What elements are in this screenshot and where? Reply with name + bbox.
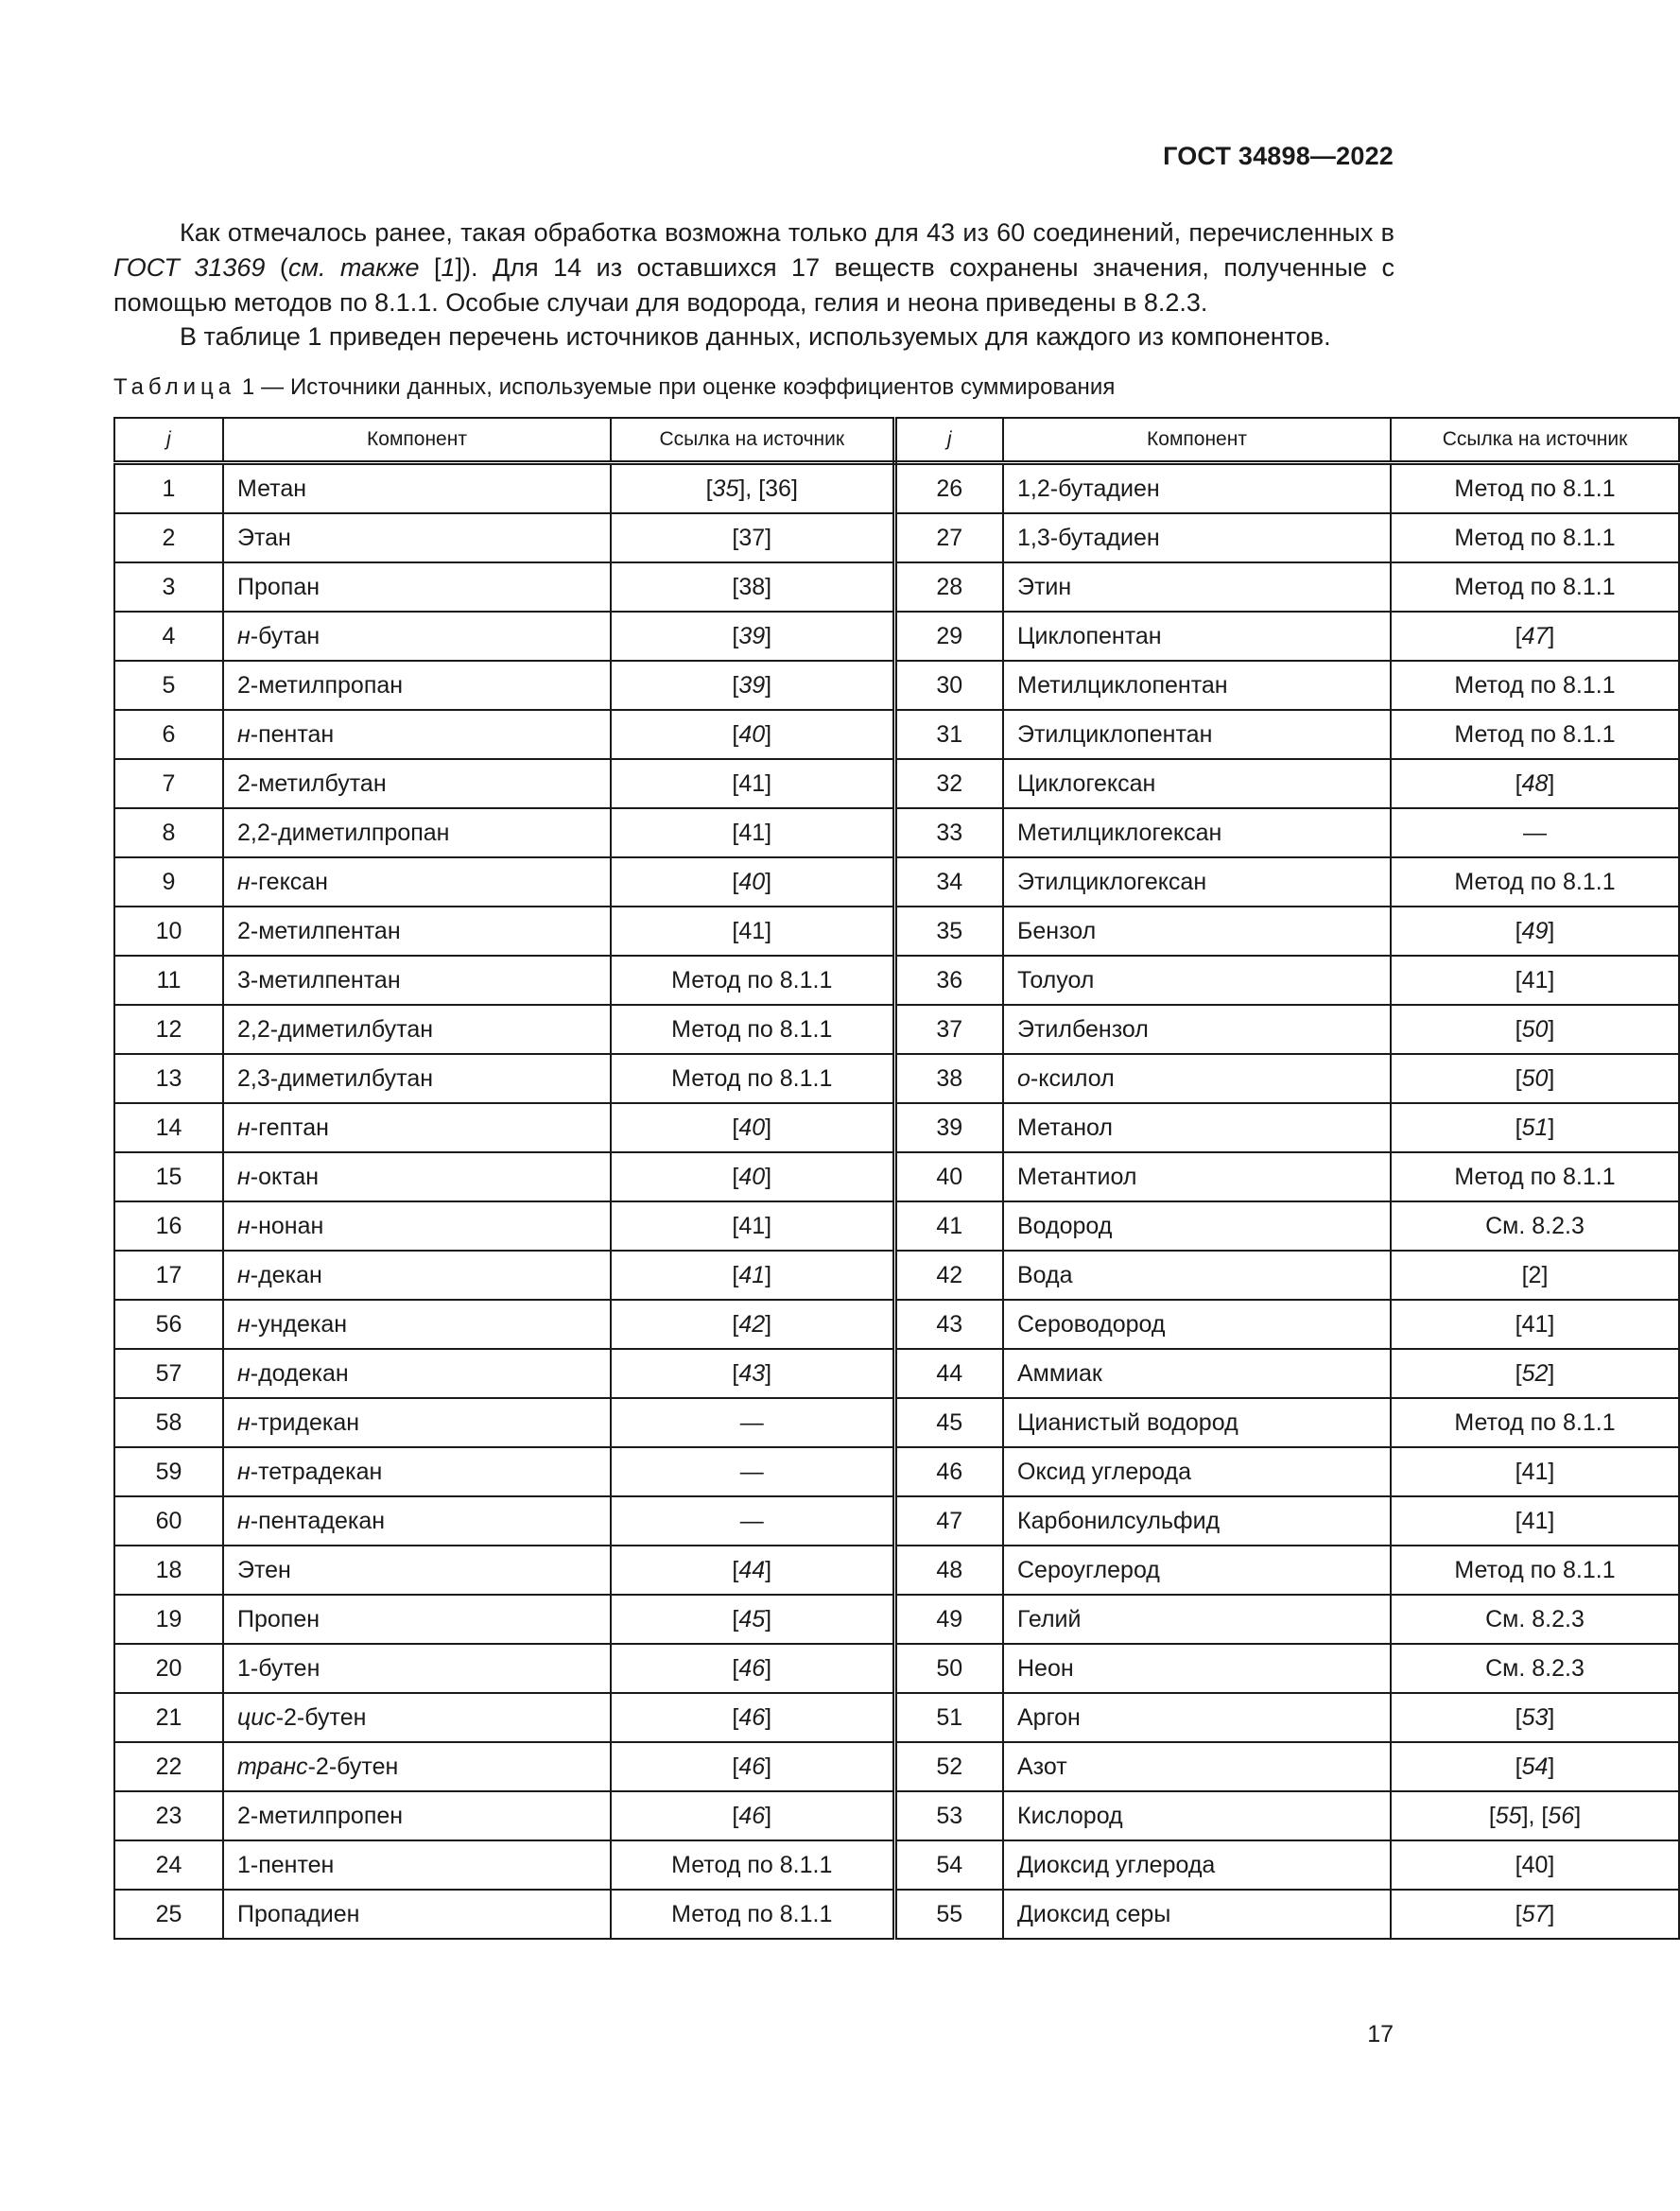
- row-j-right: 36: [894, 956, 1003, 1005]
- row-j-left: 4: [114, 612, 223, 661]
- row-component-right: Неон: [1003, 1644, 1391, 1693]
- row-source-left: [46]: [611, 1693, 894, 1742]
- row-j-right: 43: [894, 1300, 1003, 1349]
- row-source-left: —: [611, 1496, 894, 1546]
- row-source-left: [40]: [611, 1103, 894, 1152]
- row-j-right: 29: [894, 612, 1003, 661]
- row-source-left: [43]: [611, 1349, 894, 1398]
- table-row: [114, 710, 1679, 759]
- row-j-right: 53: [894, 1791, 1003, 1840]
- row-source-right: Метод по 8.1.1: [1391, 562, 1679, 612]
- row-j-left: 60: [114, 1496, 223, 1546]
- row-component-right: Азот: [1003, 1742, 1391, 1791]
- row-source-right: Метод по 8.1.1: [1391, 710, 1679, 759]
- row-component-left: Пропен: [223, 1595, 611, 1644]
- row-component-right: Этин: [1003, 562, 1391, 612]
- row-component-left: Метан: [223, 463, 611, 514]
- header-component-right: Компонент: [1003, 418, 1391, 463]
- row-source-right: [48]: [1391, 759, 1679, 808]
- table-row: [114, 907, 1679, 956]
- row-component-left: Пропадиен: [223, 1890, 611, 1939]
- row-j-left: 3: [114, 562, 223, 612]
- row-source-left: [46]: [611, 1791, 894, 1840]
- table-caption-text: 1 — Источники данных, используемые при оценке коэффициентов суммирования: [235, 374, 1116, 400]
- row-component-right: Этилциклопентан: [1003, 710, 1391, 759]
- row-j-right: 31: [894, 710, 1003, 759]
- row-j-right: 35: [894, 907, 1003, 956]
- row-j-left: 15: [114, 1152, 223, 1201]
- row-component-right: Диоксид углерода: [1003, 1840, 1391, 1890]
- row-j-right: 52: [894, 1742, 1003, 1791]
- row-source-right: [54]: [1391, 1742, 1679, 1791]
- row-j-right: 26: [894, 463, 1003, 514]
- table-caption-label: Таблица: [113, 374, 236, 400]
- row-j-right: 30: [894, 661, 1003, 710]
- table-row: [114, 1398, 1679, 1447]
- row-source-right: [55], [56]: [1391, 1791, 1679, 1840]
- row-component-right: 1,2-бутадиен: [1003, 463, 1391, 514]
- table-row: [114, 1152, 1679, 1201]
- row-source-right: [49]: [1391, 907, 1679, 956]
- row-component-left: н-декан: [223, 1251, 611, 1300]
- row-j-right: 50: [894, 1644, 1003, 1693]
- row-source-left: [45]: [611, 1595, 894, 1644]
- row-j-left: 6: [114, 710, 223, 759]
- paragraph-intro: Как отмечалось ранее, такая обработка возможна только для 43 из 60 соединений, перечисленных в ГОСТ 31369 (см. также [1]). Для 14 из оставшихся 17 веществ сохранены значения, полученные с помощью методов по 8.1.1. Особые случаи для водорода, гелия и неона приведены в 8.2.3.: [113, 218, 1395, 317]
- row-j-left: 19: [114, 1595, 223, 1644]
- table-row: [114, 1054, 1679, 1103]
- header-component-left: Компонент: [223, 418, 611, 463]
- row-j-right: 27: [894, 513, 1003, 562]
- row-source-left: [41]: [611, 759, 894, 808]
- row-source-left: [41]: [611, 1201, 894, 1251]
- row-component-left: н-тетрадекан: [223, 1447, 611, 1496]
- row-source-left: Метод по 8.1.1: [611, 956, 894, 1005]
- row-source-left: [46]: [611, 1644, 894, 1693]
- row-j-left: 7: [114, 759, 223, 808]
- row-j-right: 28: [894, 562, 1003, 612]
- row-j-left: 12: [114, 1005, 223, 1054]
- row-j-left: 10: [114, 907, 223, 956]
- row-j-left: 1: [114, 463, 223, 514]
- row-j-right: 41: [894, 1201, 1003, 1251]
- row-component-right: Толуол: [1003, 956, 1391, 1005]
- row-j-right: 38: [894, 1054, 1003, 1103]
- row-j-right: 54: [894, 1840, 1003, 1890]
- row-source-right: [41]: [1391, 1447, 1679, 1496]
- row-j-right: 49: [894, 1595, 1003, 1644]
- row-source-left: [40]: [611, 710, 894, 759]
- row-source-right: [50]: [1391, 1054, 1679, 1103]
- row-j-right: 40: [894, 1152, 1003, 1201]
- row-component-right: Сероводород: [1003, 1300, 1391, 1349]
- row-component-left: н-октан: [223, 1152, 611, 1201]
- row-component-left: 3-метилпентан: [223, 956, 611, 1005]
- row-source-right: [50]: [1391, 1005, 1679, 1054]
- row-source-right: [41]: [1391, 956, 1679, 1005]
- row-component-left: Пропан: [223, 562, 611, 612]
- row-j-left: 59: [114, 1447, 223, 1496]
- row-source-right: [57]: [1391, 1890, 1679, 1939]
- row-component-left: 2,2-диметилпропан: [223, 808, 611, 857]
- row-j-left: 22: [114, 1742, 223, 1791]
- row-source-right: См. 8.2.3: [1391, 1595, 1679, 1644]
- table-row: [114, 1349, 1679, 1398]
- row-component-right: о-ксилол: [1003, 1054, 1391, 1103]
- row-j-left: 25: [114, 1890, 223, 1939]
- row-source-right: Метод по 8.1.1: [1391, 1152, 1679, 1201]
- row-source-left: —: [611, 1447, 894, 1496]
- row-j-right: 48: [894, 1546, 1003, 1595]
- row-source-right: [53]: [1391, 1693, 1679, 1742]
- table-body: [114, 463, 1679, 1940]
- row-source-left: [38]: [611, 562, 894, 612]
- row-source-left: [41]: [611, 808, 894, 857]
- row-source-right: См. 8.2.3: [1391, 1644, 1679, 1693]
- row-component-right: Этилциклогексан: [1003, 857, 1391, 907]
- row-component-left: н-пентадекан: [223, 1496, 611, 1546]
- row-component-left: 2-метилбутан: [223, 759, 611, 808]
- row-j-left: 16: [114, 1201, 223, 1251]
- row-j-left: 14: [114, 1103, 223, 1152]
- data-sources-table: [113, 417, 1680, 1940]
- row-component-right: Оксид углерода: [1003, 1447, 1391, 1496]
- table-row: [114, 562, 1679, 612]
- row-source-left: Метод по 8.1.1: [611, 1890, 894, 1939]
- row-j-right: 55: [894, 1890, 1003, 1939]
- table-header-row: [114, 418, 1679, 463]
- row-component-right: Бензол: [1003, 907, 1391, 956]
- table-row: [114, 759, 1679, 808]
- row-source-left: [35], [36]: [611, 463, 894, 514]
- row-source-right: Метод по 8.1.1: [1391, 661, 1679, 710]
- row-source-left: [46]: [611, 1742, 894, 1791]
- row-source-left: [41]: [611, 1251, 894, 1300]
- row-source-right: [41]: [1391, 1300, 1679, 1349]
- row-component-right: Циклогексан: [1003, 759, 1391, 808]
- row-j-left: 21: [114, 1693, 223, 1742]
- table-row: [114, 1300, 1679, 1349]
- row-j-right: 44: [894, 1349, 1003, 1398]
- table-caption: [113, 374, 1116, 401]
- row-source-left: [44]: [611, 1546, 894, 1595]
- row-source-right: Метод по 8.1.1: [1391, 1398, 1679, 1447]
- row-j-left: 20: [114, 1644, 223, 1693]
- row-component-left: 2-метилпропан: [223, 661, 611, 710]
- row-j-right: 34: [894, 857, 1003, 907]
- header-source-right: Ссылка на источник: [1391, 418, 1679, 463]
- row-j-right: 32: [894, 759, 1003, 808]
- row-component-right: Карбонилсульфид: [1003, 1496, 1391, 1546]
- row-j-left: 57: [114, 1349, 223, 1398]
- document-id: ГОСТ 34898—2022: [1163, 142, 1394, 170]
- row-j-right: 51: [894, 1693, 1003, 1742]
- row-source-left: [40]: [611, 857, 894, 907]
- row-source-right: [52]: [1391, 1349, 1679, 1398]
- row-j-right: 37: [894, 1005, 1003, 1054]
- paragraph-table-reference: В таблице 1 приведен перечень источников данных, используемых для каждого из компонентов.: [180, 322, 1331, 351]
- row-j-left: 18: [114, 1546, 223, 1595]
- header-j-right: j: [894, 418, 1003, 463]
- row-component-right: Циклопентан: [1003, 612, 1391, 661]
- table-row: [114, 1496, 1679, 1546]
- header-j-left: j: [114, 418, 223, 463]
- table-row: [114, 513, 1679, 562]
- row-j-left: 8: [114, 808, 223, 857]
- row-component-right: 1,3-бутадиен: [1003, 513, 1391, 562]
- row-j-left: 5: [114, 661, 223, 710]
- row-component-left: н-пентан: [223, 710, 611, 759]
- row-j-right: 33: [894, 808, 1003, 857]
- row-component-left: н-бутан: [223, 612, 611, 661]
- row-component-right: Метанол: [1003, 1103, 1391, 1152]
- table-row: [114, 661, 1679, 710]
- header-source-left: Ссылка на источник: [611, 418, 894, 463]
- row-j-left: 9: [114, 857, 223, 907]
- row-component-left: 1-бутен: [223, 1644, 611, 1693]
- row-component-right: Сероуглерод: [1003, 1546, 1391, 1595]
- row-component-left: н-тридекан: [223, 1398, 611, 1447]
- row-source-right: [2]: [1391, 1251, 1679, 1300]
- row-j-left: 58: [114, 1398, 223, 1447]
- row-component-right: Диоксид серы: [1003, 1890, 1391, 1939]
- row-component-left: 2,2-диметилбутан: [223, 1005, 611, 1054]
- table-row: [114, 1840, 1679, 1890]
- table-row: [114, 1201, 1679, 1251]
- row-component-right: Вода: [1003, 1251, 1391, 1300]
- row-component-left: Этен: [223, 1546, 611, 1595]
- table-row: [114, 1644, 1679, 1693]
- row-j-right: 45: [894, 1398, 1003, 1447]
- table-row: [114, 808, 1679, 857]
- row-j-right: 39: [894, 1103, 1003, 1152]
- row-component-right: Гелий: [1003, 1595, 1391, 1644]
- row-j-left: 56: [114, 1300, 223, 1349]
- row-source-left: [37]: [611, 513, 894, 562]
- row-j-left: 17: [114, 1251, 223, 1300]
- row-source-left: —: [611, 1398, 894, 1447]
- table-row: [114, 1791, 1679, 1840]
- row-j-right: 46: [894, 1447, 1003, 1496]
- row-source-left: [39]: [611, 661, 894, 710]
- row-source-right: [47]: [1391, 612, 1679, 661]
- table-row: [114, 1546, 1679, 1595]
- row-source-left: [41]: [611, 907, 894, 956]
- row-component-right: Этилбензол: [1003, 1005, 1391, 1054]
- table-row: [114, 956, 1679, 1005]
- row-component-right: Метантиол: [1003, 1152, 1391, 1201]
- table-row: [114, 857, 1679, 907]
- row-component-left: н-ундекан: [223, 1300, 611, 1349]
- row-source-left: Метод по 8.1.1: [611, 1005, 894, 1054]
- table-row: [114, 612, 1679, 661]
- row-component-left: цис-2-бутен: [223, 1693, 611, 1742]
- row-component-right: Аммиак: [1003, 1349, 1391, 1398]
- row-j-right: 47: [894, 1496, 1003, 1546]
- row-component-right: Водород: [1003, 1201, 1391, 1251]
- row-j-left: 13: [114, 1054, 223, 1103]
- row-j-left: 24: [114, 1840, 223, 1890]
- row-source-right: Метод по 8.1.1: [1391, 857, 1679, 907]
- row-source-right: [40]: [1391, 1840, 1679, 1890]
- table-row: [114, 1251, 1679, 1300]
- table-row: [114, 1595, 1679, 1644]
- page-number: 17: [1367, 2021, 1394, 2047]
- table-row: [114, 1447, 1679, 1496]
- row-component-left: Этан: [223, 513, 611, 562]
- row-j-left: 2: [114, 513, 223, 562]
- row-source-right: [51]: [1391, 1103, 1679, 1152]
- row-component-left: 2-метилпропен: [223, 1791, 611, 1840]
- row-component-left: 2,3-диметилбутан: [223, 1054, 611, 1103]
- row-component-right: Цианистый водород: [1003, 1398, 1391, 1447]
- row-j-right: 42: [894, 1251, 1003, 1300]
- row-source-right: Метод по 8.1.1: [1391, 513, 1679, 562]
- row-component-left: 1-пентен: [223, 1840, 611, 1890]
- row-component-right: Кислород: [1003, 1791, 1391, 1840]
- row-source-right: [41]: [1391, 1496, 1679, 1546]
- row-source-right: —: [1391, 808, 1679, 857]
- row-component-left: н-гептан: [223, 1103, 611, 1152]
- table-row: [114, 463, 1679, 514]
- row-component-left: н-додекан: [223, 1349, 611, 1398]
- row-component-right: Аргон: [1003, 1693, 1391, 1742]
- row-source-right: См. 8.2.3: [1391, 1201, 1679, 1251]
- table-row: [114, 1890, 1679, 1939]
- row-source-left: [40]: [611, 1152, 894, 1201]
- row-source-right: Метод по 8.1.1: [1391, 1546, 1679, 1595]
- table-row: [114, 1693, 1679, 1742]
- row-component-left: н-гексан: [223, 857, 611, 907]
- row-source-left: [39]: [611, 612, 894, 661]
- table-row: [114, 1742, 1679, 1791]
- row-component-right: Метилциклогексан: [1003, 808, 1391, 857]
- row-component-left: н-нонан: [223, 1201, 611, 1251]
- row-source-right: Метод по 8.1.1: [1391, 463, 1679, 514]
- row-j-left: 11: [114, 956, 223, 1005]
- row-source-left: Метод по 8.1.1: [611, 1054, 894, 1103]
- row-component-left: 2-метилпентан: [223, 907, 611, 956]
- row-j-left: 23: [114, 1791, 223, 1840]
- row-source-left: Метод по 8.1.1: [611, 1840, 894, 1890]
- table-row: [114, 1005, 1679, 1054]
- table-row: [114, 1103, 1679, 1152]
- row-component-right: Метилциклопентан: [1003, 661, 1391, 710]
- row-source-left: [42]: [611, 1300, 894, 1349]
- row-component-left: транс-2-бутен: [223, 1742, 611, 1791]
